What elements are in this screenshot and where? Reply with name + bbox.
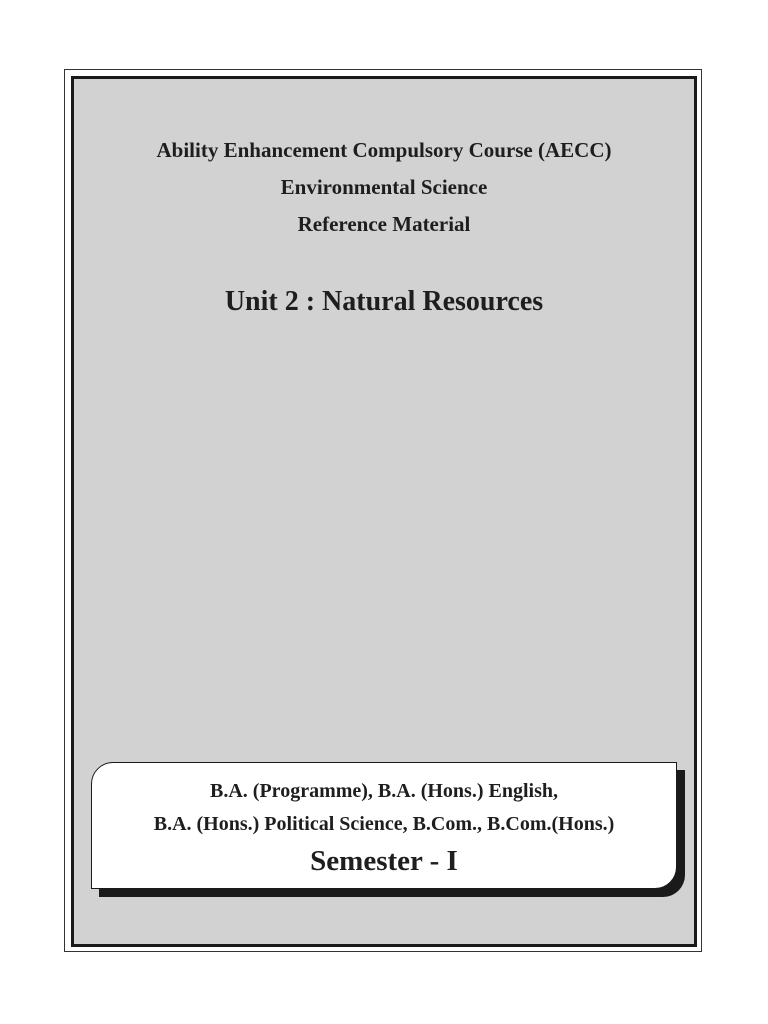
semester-label: Semester - I xyxy=(310,845,458,877)
programme-line-1: B.A. (Programme), B.A. (Hons.) English, xyxy=(210,780,558,802)
unit-title: Unit 2 : Natural Resources xyxy=(224,286,544,317)
programme-box xyxy=(91,762,677,889)
course-name: Ability Enhancement Compulsory Course (AECC) xyxy=(156,138,612,162)
programme-line-2: B.A. (Hons.) Political Science, B.Com., B.Com.(Hons.) xyxy=(153,813,615,835)
material-type: Reference Material xyxy=(297,212,471,236)
course-header xyxy=(71,132,697,243)
subject-name: Environmental Science xyxy=(280,175,488,199)
